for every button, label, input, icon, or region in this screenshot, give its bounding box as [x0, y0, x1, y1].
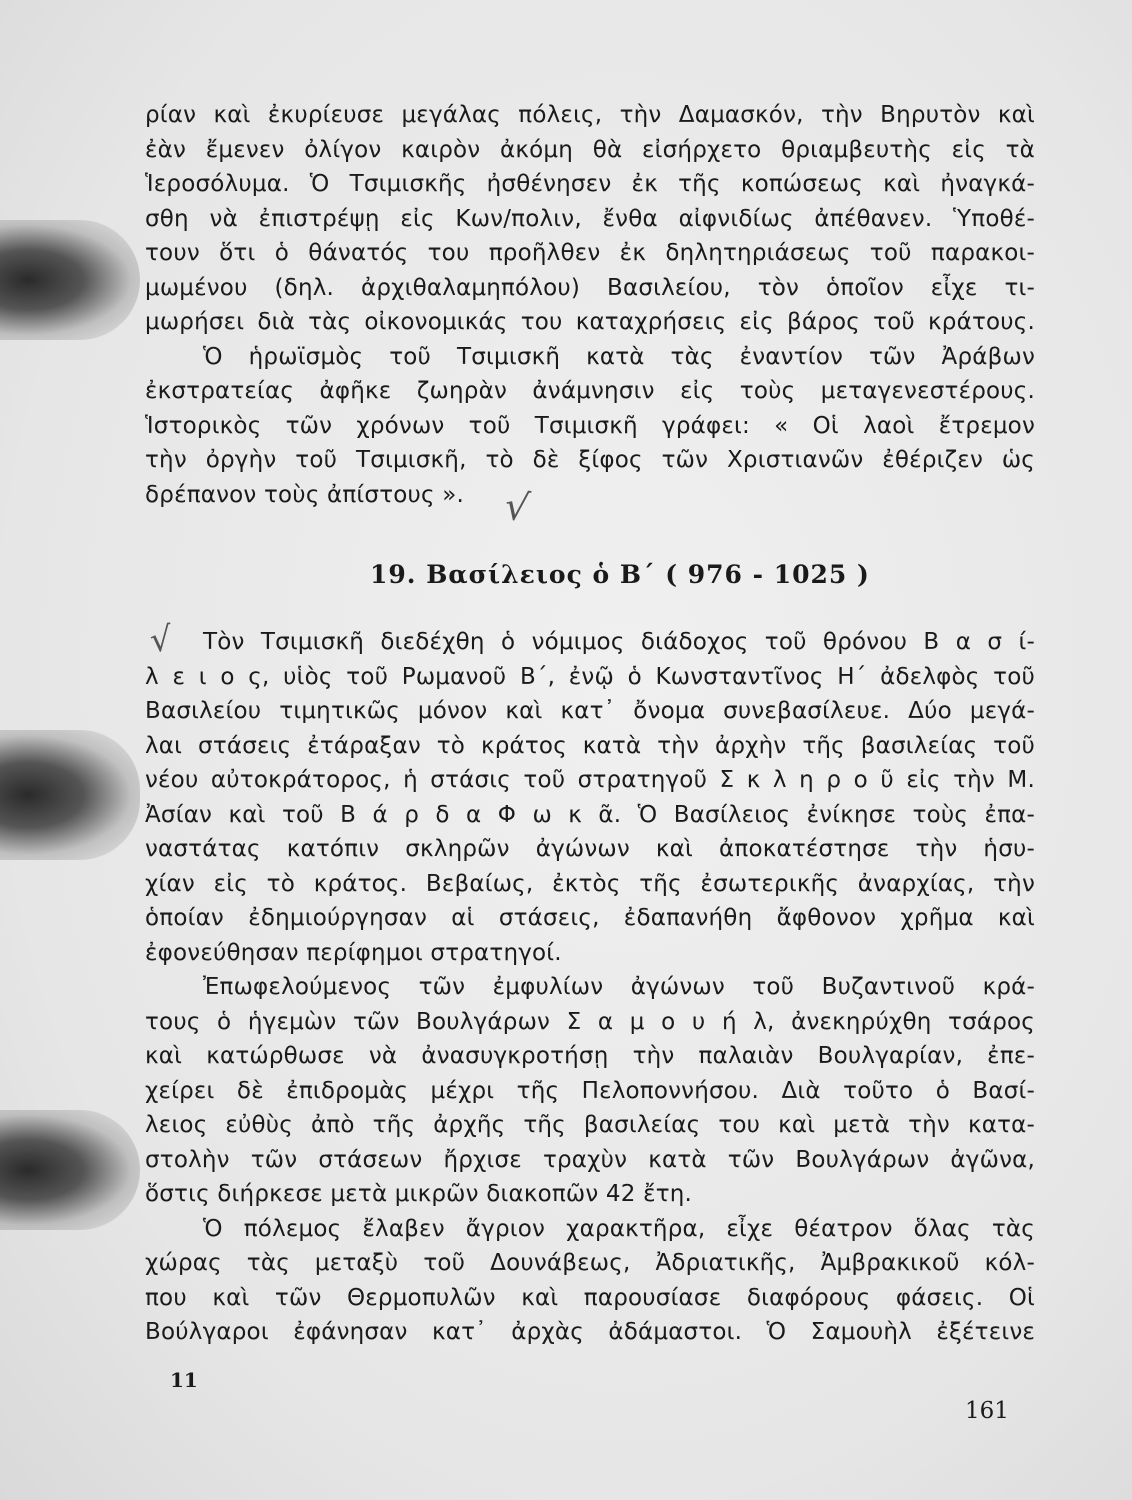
text-line: τους ὁ ἡγεμὼν τῶν Βουλγάρων Σ α μ ο υ ή λ, ἀνεκηρύχθη τσάρος: [145, 1008, 1035, 1035]
text-line: Ἀσίαν καὶ τοῦ Β ά ρ δ α Φ ω κ ᾶ. Ὁ Βασίλειος ἐνίκησε τοὺς ἐπα-: [145, 801, 1035, 828]
text-line: χείρει δὲ ἐπιδρομὰς μέχρι τῆς Πελοποννήσου. Διὰ τοῦτο ὁ Βασί-: [145, 1077, 1035, 1104]
text-line: ναστάτας κατόπιν σκληρῶν ἀγώνων καὶ ἀποκατέστησε τὴν ἡσυ-: [145, 836, 1035, 862]
text-line: Ὁ ἡρωϊσμὸς τοῦ Τσιμισκῆ κατὰ τὰς ἐναντίον τῶν Ἀράβων: [203, 343, 1035, 370]
section-heading: 19. Βασίλειος ὁ Β΄ ( 976 - 1025 ): [370, 560, 870, 589]
text-line: Ὁ πόλεμος ἔλαβεν ἄγριον χαρακτῆρα, εἶχε θέατρον ὅλας τὰς: [203, 1215, 1035, 1242]
text-line: νέου αὐτοκράτορος, ἡ στάσις τοῦ στρατηγοῦ Σ κ λ η ρ ο ῦ εἰς τὴν Μ.: [145, 767, 1035, 793]
pencil-check-icon: √: [502, 483, 533, 531]
pencil-check-icon: √: [148, 619, 174, 661]
text-line: ἐὰν ἔμενεν ὀλίγον καιρὸν ἀκόμη θὰ εἰσήρχετο θριαμβευτὴς εἰς τὰ: [145, 136, 1035, 163]
text-line: μωρήσει διὰ τὰς οἰκονομικάς του καταχρήσεις εἰς βάρος τοῦ κράτους.: [145, 309, 1035, 335]
text-line: λαι στάσεις ἐτάραξαν τὸ κράτος κατὰ τὴν ἀρχὴν τῆς βασιλείας τοῦ: [145, 732, 1035, 759]
top-text-block: [145, 98, 1035, 512]
text-line: ὅστις διήρκεσε μετὰ μικρῶν διακοπῶν 42 ἔτη.: [145, 1181, 693, 1207]
printer-signature-mark: 11: [170, 1368, 198, 1392]
text-line: λειος εὐθὺς ἀπὸ τῆς ἀρχῆς τῆς βασιλείας του καὶ μετὰ τὴν κατα-: [145, 1112, 1035, 1138]
text-line: που καὶ τῶν Θερμοπυλῶν καὶ παρουσίασε διαφόρους φάσεις. Οἱ: [145, 1284, 1035, 1311]
binding-shadow-middle: [0, 730, 140, 860]
text-line: στολὴν τῶν στάσεων ἤρχισε τραχὺν κατὰ τῶν Βουλγάρων ἀγῶνα,: [145, 1146, 1035, 1173]
bottom-text-block: [145, 625, 1035, 1350]
text-line: Ἐπωφελούμενος τῶν ἐμφυλίων ἀγώνων τοῦ Βυζαντινοῦ κρά-: [203, 974, 1035, 1000]
text-line: Ἱστορικὸς τῶν χρόνων τοῦ Τσιμισκῆ γράφει: « Οἱ λαοὶ ἔτρεμον: [145, 412, 1035, 439]
text-line: ρίαν καὶ ἐκυρίευσε μεγάλας πόλεις, τὴν Δαμασκόν, τὴν Βηρυτὸν καὶ: [145, 102, 1035, 128]
text-line: μωμένου (δηλ. ἀρχιθαλαμηπόλου) Βασιλείου, τὸν ὁποῖον εἶχε τι-: [145, 274, 1035, 301]
text-line: Ἱεροσόλυμα. Ὁ Τσιμισκῆς ἠσθένησεν ἐκ τῆς κοπώσεως καὶ ἠναγκά-: [145, 171, 1035, 197]
text-line: Βασιλείου τιμητικῶς μόνον καὶ κατ᾿ ὄνομα συνεβασίλευε. Δύο μεγά-: [145, 698, 1035, 724]
page-number: 161: [965, 1398, 1009, 1424]
text-line: Τὸν Τσιμισκῆ διεδέχθη ὁ νόμιμος διάδοχος τοῦ θρόνου Β α σ ί-: [203, 629, 1035, 655]
binding-shadow-top: [0, 220, 140, 340]
text-line: δρέπανον τοὺς ἀπίστους ».: [145, 481, 465, 508]
text-line: λ ε ι ο ς, υἱὸς τοῦ Ρωμανοῦ Β΄, ἐνῷ ὁ Κωνσταντῖνος Η΄ ἀδελφὸς τοῦ: [145, 663, 1035, 690]
text-line: καὶ κατώρθωσε νὰ ἀνασυγκροτήσῃ τὴν παλαιὰν Βουλγαρίαν, ἐπε-: [145, 1043, 1035, 1069]
binding-shadow-bottom: [0, 1110, 140, 1230]
text-line: Βούλγαροι ἐφάνησαν κατ᾿ ἀρχὰς ἀδάμαστοι. Ὁ Σαμουὴλ ἐξέτεινε: [145, 1319, 1035, 1345]
text-line: τουν ὅτι ὁ θάνατός του προῆλθεν ἐκ δηλητηριάσεως τοῦ παρακοι-: [145, 240, 1035, 266]
text-line: χίαν εἰς τὸ κράτος. Βεβαίως, ἐκτὸς τῆς ἐσωτερικῆς ἀναρχίας, τὴν: [145, 870, 1035, 897]
text-line: τὴν ὀργὴν τοῦ Τσιμισκῆ, τὸ δὲ ξίφος τῶν Χριστιανῶν ἐθέριζεν ὡς: [145, 447, 1035, 473]
text-line: ὁποίαν ἐδημιούργησαν αἱ στάσεις, ἐδαπανήθη ἄφθονον χρῆμα καὶ: [145, 905, 1035, 931]
text-line: ἐκστρατείας ἀφῆκε ζωηρὰν ἀνάμνησιν εἰς τοὺς μεταγενεστέρους.: [145, 378, 1035, 404]
text-line: σθη νὰ ἐπιστρέψῃ εἰς Κων/πολιν, ἔνθα αἰφνιδίως ἀπέθανεν. Ὑποθέ-: [145, 205, 1035, 232]
text-line: ἐφονεύθησαν περίφημοι στρατηγοί.: [145, 939, 562, 966]
text-line: χώρας τὰς μεταξὺ τοῦ Δουνάβεως, Ἀδριατικῆς, Ἀμβρακικοῦ κόλ-: [145, 1250, 1035, 1276]
